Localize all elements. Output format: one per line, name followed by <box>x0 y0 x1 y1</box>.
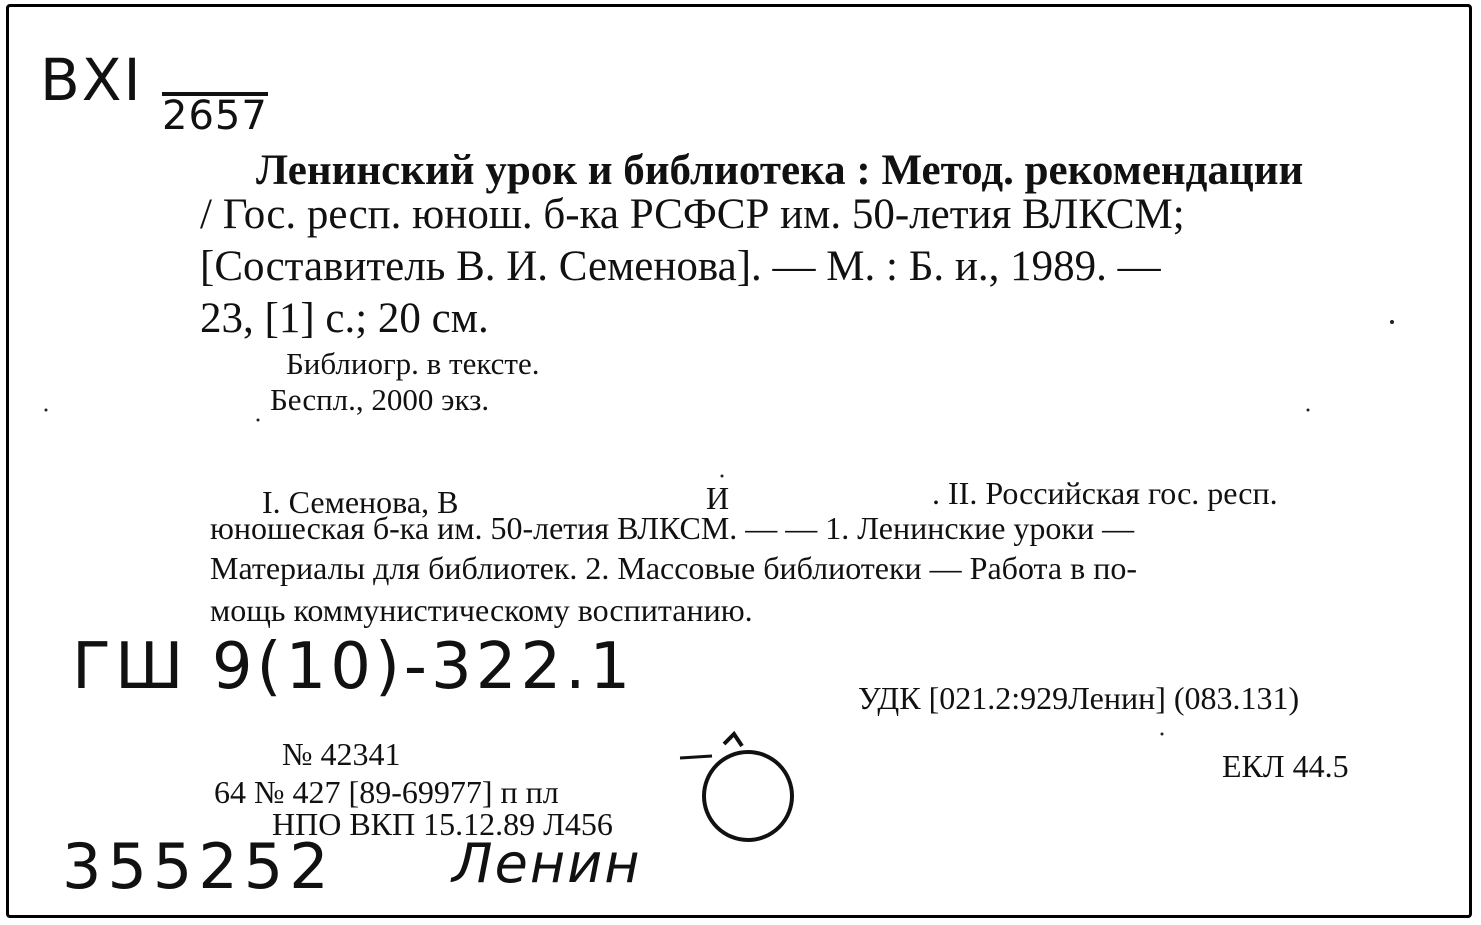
title-line-1: Ленинский урок и библиотека : Метод. рекомендации <box>256 147 1304 194</box>
ring-stamp-icon <box>672 730 802 860</box>
tracing-line-1b: И <box>706 480 730 516</box>
bibliography-note: Библиогр. в тексте. <box>286 346 540 381</box>
classification-handwritten: ГШ 9(10)-322.1 <box>72 630 635 704</box>
tracing-line-1c: . II. Российская гос. респ. <box>932 475 1278 511</box>
tracing-line-4: мощь коммунистическому воспитанию. <box>210 592 753 628</box>
tracing-line-2: юношеская б-ка им. 50-летия ВЛКСМ. — — 1. Ленинские уроки — <box>210 510 1135 546</box>
ekl-code: ЕКЛ 44.5 <box>1222 748 1349 784</box>
title-line-4: 23, [1] с.; 20 см. <box>200 295 489 342</box>
shelfmark-handwritten: ВХI <box>40 46 143 114</box>
title-line-2: / Гос. респ. юнош. б-ка РСФСР им. 50-летия ВЛКСМ; <box>200 191 1185 238</box>
price-copies-note: Беспл., 2000 экз. <box>270 382 490 417</box>
imprint-number: № 42341 <box>282 736 401 772</box>
tracing-line-1a: I. Семенова, В <box>262 484 459 520</box>
title-line-3: [Составитель В. И. Семенова]. — М. : Б. и., 1989. — <box>200 243 1161 290</box>
shelfmark-number-handwritten: 2657 <box>162 93 268 139</box>
tracing-line-3: Материалы для библиотек. 2. Массовые библиотеки — Работа в по- <box>210 550 1137 586</box>
udc-code: УДК [021.2:929Ленин] (083.131) <box>858 680 1300 716</box>
imprint-printer: НПО ВКП 15.12.89 Л456 <box>272 806 613 842</box>
inventory-number-handwritten: 355252 <box>62 830 335 903</box>
inventory-word-handwritten: Ленин <box>452 832 642 895</box>
imprint-order: 64 № 427 [89-69977] п пл <box>214 774 559 810</box>
